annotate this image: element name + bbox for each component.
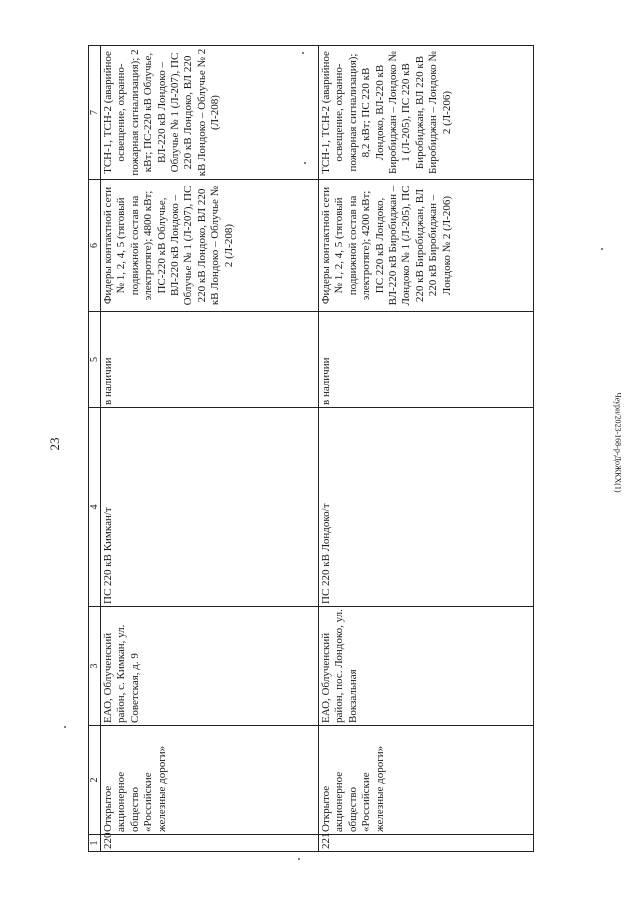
page-number: 23 <box>47 437 62 451</box>
organization-cell: Открытое акционерное общество «Российские железные дороги» <box>319 726 534 835</box>
data-table <box>88 45 534 852</box>
column-header: 1 <box>89 835 101 852</box>
row-number: 221 <box>319 835 534 852</box>
auxiliary-power-cell: ТСН-1, ТСН-2 (аварийное освещение, охранно-пожарная сигнализация); 8,2 кВт; ПС 220 кВ Лондоко, ВЛ-220 кВ Биробиджан – Лондоко № 1 (Л-205), ПС 220 кВ Биробиджан, ВЛ 220 кВ Биробиджан – Лондоко № 2 (Л-206) <box>319 46 534 180</box>
organization-cell: Открытое акционерное общество «Российские железные дороги» <box>101 726 319 835</box>
feeders-cell: Фидеры контактной сети № 1, 2, 4, 5 (тяговый подвижной состав на электротяге); 4800 кВт; ПС-220 кВ Облучье, ВЛ-220 кВ Лондоко – Облучье № 1 (Л-207), ПС 220 кВ Лондоко, ВЛ 220 кВ Лондоко – Облучье № 2 (Л-208) <box>101 180 319 312</box>
auxiliary-power-cell: ТСН-1, ТСН-2 (аварийное освещение, охранно-пожарная сигнализация); 2 кВт; ПС-220 кВ Облучье, ВЛ-220 кВ Лондоко – Облучье № 1 (Л-207), ПС 220 кВ Лондоко, ВЛ 220 кВ Лондоко – Облучье № 2 (Л-208) <box>101 46 319 180</box>
substation-cell: ПС 220 кВ Кимкан/т <box>101 408 319 607</box>
column-header: 7 <box>89 46 101 180</box>
document-code: Чеури/2023-168-р-ДоЖКХ(1) <box>613 392 623 493</box>
status-cell: в наличии <box>319 312 534 408</box>
table-header-row <box>89 46 101 852</box>
address-cell: ЕАО, Облученский район, пос. Лондоко, ул. Вокзальная <box>319 607 534 726</box>
table-row <box>319 46 534 852</box>
scan-speck <box>64 726 66 728</box>
status-cell: в наличии <box>101 312 319 408</box>
row-number: 220 <box>101 835 319 852</box>
column-header: 3 <box>89 607 101 726</box>
rotated-table-wrapper <box>88 46 534 852</box>
scan-speck <box>298 858 300 860</box>
column-header: 2 <box>89 726 101 835</box>
table-row <box>101 46 319 852</box>
column-header: 5 <box>89 312 101 408</box>
feeders-cell: Фидеры контактной сети № 1, 2, 4, 5 (тяговый подвижной состав на электротяге); 4200 кВт; ПС 220 кВ Лондоко, ВЛ-220 кВ Биробиджан – Лондоко № 1 (Л-205), ПС 220 кВ Биробиджан, ВЛ 220 кВ Биробиджан – Лондоко № 2 (Л-206) <box>319 180 534 312</box>
column-header: 4 <box>89 408 101 607</box>
address-cell: ЕАО, Облученский район, с. Кимкан, ул. Советская, д. 9 <box>101 607 319 726</box>
scan-speck <box>601 248 603 250</box>
column-header: 6 <box>89 180 101 312</box>
substation-cell: ПС 220 кВ Лондоко/т <box>319 408 534 607</box>
